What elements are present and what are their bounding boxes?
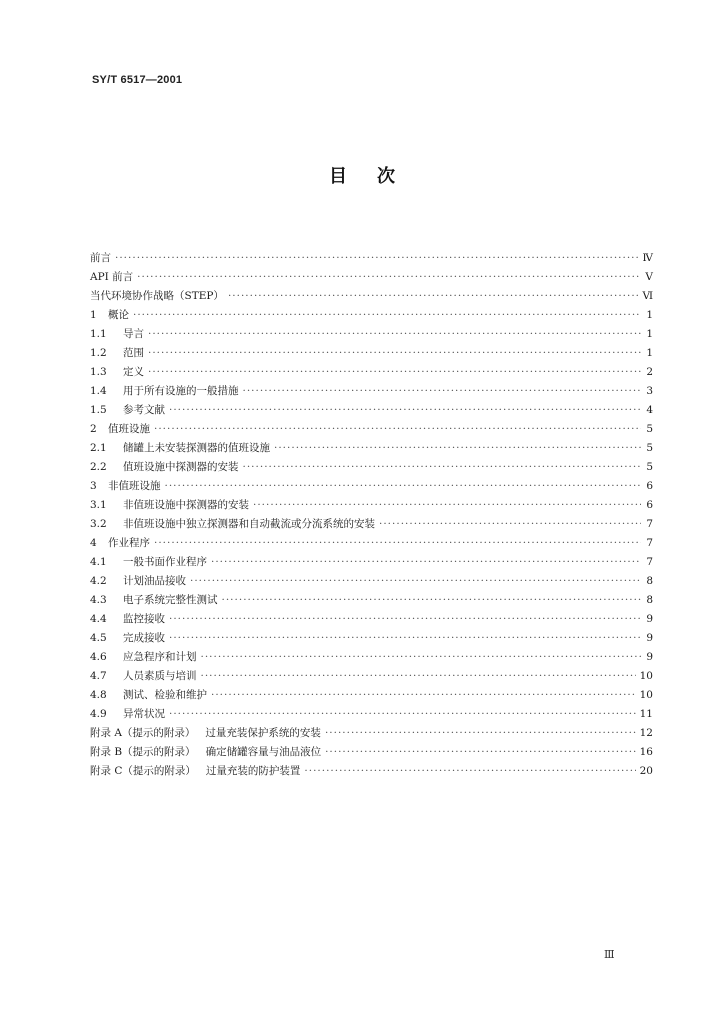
toc-entry[interactable] xyxy=(90,724,653,743)
toc-entry-label: 附录 A（提示的附录） 过量充装保护系统的安装 xyxy=(90,727,321,739)
toc-entry-number: 1.1 xyxy=(90,328,107,340)
toc-entry[interactable] xyxy=(90,382,653,401)
toc-entry-page: Ⅳ xyxy=(642,252,653,264)
toc-entry[interactable] xyxy=(90,439,653,458)
toc-entry-label: 完成接收 xyxy=(123,632,165,644)
toc-leader-dots xyxy=(169,610,641,629)
toc-leader-dots xyxy=(169,705,636,724)
toc-leader-dots xyxy=(154,534,641,553)
page-number: Ⅲ xyxy=(604,948,615,961)
toc-leader-dots xyxy=(243,458,642,477)
toc-entry[interactable] xyxy=(90,648,653,667)
toc-leader-dots xyxy=(253,496,641,515)
toc-entry[interactable] xyxy=(90,705,653,724)
toc-leader-dots xyxy=(325,743,636,762)
toc-leader-dots xyxy=(169,401,641,420)
toc-entry-label: 附录 B（提示的附录） 确定储罐容量与油品液位 xyxy=(90,746,322,758)
toc-leader-dots xyxy=(148,325,641,344)
toc-entry-label: 概论 xyxy=(108,309,129,321)
toc-entry-number: 4.2 xyxy=(90,575,107,587)
toc-entry-label: 值班设施 xyxy=(108,423,150,435)
toc-entry-page: Ⅵ xyxy=(642,290,653,302)
toc-leader-dots xyxy=(201,648,642,667)
toc-entry[interactable] xyxy=(90,610,653,629)
toc-entry-label: 值班设施中探测器的安装 xyxy=(123,461,239,473)
toc-entry-page: 8 xyxy=(646,575,653,587)
toc-entry-number: 2.1 xyxy=(90,442,107,454)
toc-leader-dots xyxy=(211,686,636,705)
toc-entry-number: 4 xyxy=(90,537,97,549)
toc-entry[interactable] xyxy=(90,249,653,268)
toc-entry[interactable] xyxy=(90,572,653,591)
toc-leader-dots xyxy=(228,287,639,306)
toc-entry-number: 2 xyxy=(90,423,97,435)
toc-entry-label: 一般书面作业程序 xyxy=(123,556,207,568)
toc-entry-label: 人员素质与培训 xyxy=(123,670,197,682)
toc-entry-page: 1 xyxy=(646,328,653,340)
toc-entry[interactable] xyxy=(90,401,653,420)
toc-leader-dots xyxy=(169,629,641,648)
toc-entry[interactable] xyxy=(90,553,653,572)
standard-code: SY/T 6517—2001 xyxy=(92,74,183,86)
toc-entry-label: 电子系统完整性测试 xyxy=(123,594,218,606)
toc-entry[interactable] xyxy=(90,325,653,344)
toc-entry-label: 计划油品接收 xyxy=(123,575,186,587)
toc-entry-label: 导言 xyxy=(123,328,144,340)
toc-entry-number: 1.4 xyxy=(90,385,107,397)
toc-entry-page: 6 xyxy=(646,480,653,492)
toc-entry-page: 8 xyxy=(646,594,653,606)
toc-entry-number: 4.7 xyxy=(90,670,107,682)
toc-entry-label: 定义 xyxy=(123,366,144,378)
toc-entry-page: 7 xyxy=(646,537,653,549)
toc-entry[interactable] xyxy=(90,686,653,705)
toc-leader-dots xyxy=(165,477,642,496)
toc-leader-dots xyxy=(154,420,641,439)
toc-entry-label: 测试、检验和维护 xyxy=(123,689,207,701)
toc-leader-dots xyxy=(325,724,636,743)
toc-entry[interactable] xyxy=(90,496,653,515)
toc-entry-number: 2.2 xyxy=(90,461,107,473)
toc-entry-page: 6 xyxy=(646,499,653,511)
toc-leader-dots xyxy=(379,515,641,534)
toc-entry-page: Ⅴ xyxy=(645,271,653,283)
toc-entry-label: 异常状况 xyxy=(123,708,165,720)
toc-entry-page: 9 xyxy=(646,651,653,663)
toc-entry-page: 2 xyxy=(646,366,653,378)
toc-entry-label: 作业程序 xyxy=(108,537,150,549)
toc-entry-number: 4.1 xyxy=(90,556,107,568)
toc-leader-dots xyxy=(274,439,641,458)
toc-entry-number: 4.6 xyxy=(90,651,107,663)
toc-entry-page: 3 xyxy=(646,385,653,397)
toc-entry-page: 20 xyxy=(639,765,653,777)
toc-entry-label: 非值班设施中探测器的安装 xyxy=(123,499,249,511)
toc-entry-page: 5 xyxy=(646,461,653,473)
toc-entry-label: API 前言 xyxy=(90,271,134,283)
toc-entry-label: 应急程序和计划 xyxy=(123,651,197,663)
toc-entry-page: 5 xyxy=(646,442,653,454)
toc-leader-dots xyxy=(243,382,642,401)
toc-leader-dots xyxy=(211,553,641,572)
toc-leader-dots xyxy=(190,572,641,591)
toc-entry-number: 4.5 xyxy=(90,632,107,644)
toc-leader-dots xyxy=(148,344,641,363)
toc-leader-dots xyxy=(115,249,639,268)
toc-entry-page: 10 xyxy=(639,670,653,682)
toc-leader-dots xyxy=(133,306,641,325)
toc-entry[interactable] xyxy=(90,458,653,477)
toc-entry-page: 4 xyxy=(646,404,653,416)
toc-entry[interactable] xyxy=(90,477,653,496)
toc-entry-number: 3.2 xyxy=(90,518,107,530)
toc-leader-dots xyxy=(201,667,636,686)
toc-entry[interactable] xyxy=(90,363,653,382)
toc-entry-label: 范围 xyxy=(123,347,144,359)
toc-entry-number: 3 xyxy=(90,480,97,492)
toc-entry-number: 1 xyxy=(90,309,97,321)
toc-leader-dots xyxy=(137,268,641,287)
toc-entry[interactable] xyxy=(90,420,653,439)
toc-entry-page: 16 xyxy=(639,746,653,758)
toc-entry[interactable] xyxy=(90,534,653,553)
toc-entry-label: 监控接收 xyxy=(123,613,165,625)
toc-entry-label: 参考文献 xyxy=(123,404,165,416)
toc-leader-dots xyxy=(148,363,641,382)
toc-entry[interactable] xyxy=(90,629,653,648)
table-of-contents xyxy=(90,249,653,781)
toc-entry-page: 7 xyxy=(646,518,653,530)
toc-leader-dots xyxy=(222,591,642,610)
toc-entry-page: 10 xyxy=(639,689,653,701)
toc-entry[interactable] xyxy=(90,743,653,762)
toc-leader-dots xyxy=(304,762,635,781)
toc-entry-label: 前言 xyxy=(90,252,111,264)
toc-entry-label: 附录 C（提示的附录） 过量充装的防护装置 xyxy=(90,765,301,777)
toc-entry-number: 4.4 xyxy=(90,613,107,625)
toc-entry-label: 用于所有设施的一般措施 xyxy=(123,385,239,397)
toc-entry[interactable] xyxy=(90,591,653,610)
toc-entry[interactable] xyxy=(90,515,653,534)
toc-entry[interactable] xyxy=(90,306,653,325)
toc-entry-number: 1.3 xyxy=(90,366,107,378)
toc-entry-number: 4.8 xyxy=(90,689,107,701)
toc-entry-label: 非值班设施中独立探测器和自动截流或分流系统的安装 xyxy=(123,518,375,530)
toc-entry-page: 9 xyxy=(646,613,653,625)
toc-entry[interactable] xyxy=(90,667,653,686)
toc-entry-page: 9 xyxy=(646,632,653,644)
toc-entry-page: 7 xyxy=(646,556,653,568)
toc-entry-page: 1 xyxy=(646,347,653,359)
toc-entry-page: 12 xyxy=(639,727,653,739)
toc-entry[interactable] xyxy=(90,268,653,287)
toc-entry-number: 4.3 xyxy=(90,594,107,606)
toc-entry-label: 储罐上未安装探测器的值班设施 xyxy=(123,442,270,454)
toc-entry-page: 1 xyxy=(646,309,653,321)
toc-entry-number: 1.2 xyxy=(90,347,107,359)
page-title: 目次 xyxy=(329,166,425,187)
toc-entry-number: 3.1 xyxy=(90,499,107,511)
toc-entry-number: 4.9 xyxy=(90,708,107,720)
toc-entry[interactable] xyxy=(90,344,653,363)
toc-entry-number: 1.5 xyxy=(90,404,107,416)
toc-entry-label: 当代环境协作战略（STEP） xyxy=(90,290,224,302)
toc-entry[interactable] xyxy=(90,287,653,306)
toc-entry[interactable] xyxy=(90,762,653,781)
toc-entry-page: 11 xyxy=(639,708,653,720)
toc-entry-page: 5 xyxy=(646,423,653,435)
toc-entry-label: 非值班设施 xyxy=(108,480,161,492)
